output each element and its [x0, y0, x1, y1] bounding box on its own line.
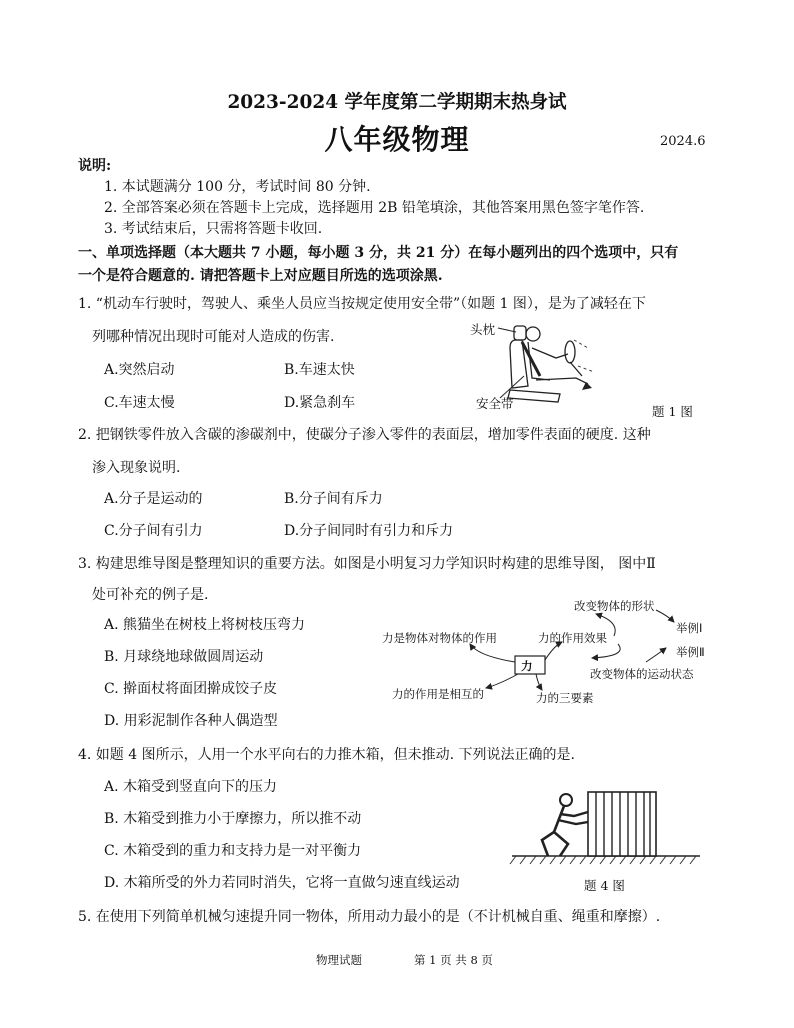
exam-date: 2024.6 — [660, 134, 706, 149]
mindmap-change-shape: 改变物体的形状 — [574, 599, 655, 613]
q3-stem-line1: 3. 构建思维导图是整理知识的重要方法。如图是小明复习力学知识时构建的思维导图， 图中Ⅱ — [78, 556, 656, 572]
q4-option-c: C. 木箱受到的重力和支持力是一对平衡力 — [104, 843, 362, 859]
q1-stem-line2: 列哪种情况出现时可能对人造成的伤害. — [92, 329, 335, 345]
q1-option-c: C.车速太慢 — [104, 395, 175, 411]
exam-title: 2023-2024 学年度第二学期期末热身试 — [227, 92, 567, 113]
note-item-3: 3. 考试结束后，只需将答题卡收回. — [104, 221, 323, 237]
q2-option-a: A.分子是运动的 — [104, 491, 203, 507]
note-item-1: 1. 本试题满分 100 分，考试时间 80 分钟. — [104, 179, 371, 195]
q3-option-d: D. 用彩泥制作各种人偶造型 — [104, 713, 278, 729]
q3-option-c: C. 擀面杖将面团擀成饺子皮 — [104, 681, 278, 697]
q1-figure-caption: 题 1 图 — [652, 404, 693, 419]
q2-stem-line1: 2. 把钢铁零件放入含碳的渗碳剂中，使碳分子渗入零件的表面层，增加零件表面的硬度. 这种 — [78, 427, 651, 443]
mindmap-three: 力的三要素 — [536, 691, 594, 705]
q1-option-d: D.紧急刹车 — [284, 395, 356, 411]
mindmap-mutual: 力的作用是相互的 — [392, 687, 484, 701]
q2-stem-line2: 渗入现象说明. — [92, 460, 181, 476]
footer-subject: 物理试题 — [316, 953, 362, 967]
exam-subtitle: 八年级物理 — [324, 123, 470, 156]
q5-stem: 5. 在使用下列简单机械匀速提升同一物体，所用动力最小的是（不计机械自重、绳重和摩擦）. — [78, 909, 661, 925]
q4-figure-caption: 题 4 图 — [584, 878, 625, 893]
note-item-2: 2. 全部答案必须在答题卡上完成，选择题用 2B 铅笔填涂，其他答案用黑色签字笔作答. — [104, 200, 645, 216]
q1-label-belt: 安全带 — [476, 396, 514, 411]
q4-option-a: A. 木箱受到竖直向下的压力 — [104, 779, 278, 795]
q4-option-b: B. 木箱受到推力小于摩擦力，所以推不动 — [104, 811, 362, 827]
q1-label-headrest: 头枕 — [470, 322, 496, 337]
mindmap-left-top: 力是物体对物体的作用 — [382, 631, 497, 645]
q2-option-b: B.分子间有斥力 — [284, 491, 383, 507]
mindmap-effect: 力的作用效果 — [538, 631, 607, 645]
mindmap-center: 力 — [521, 659, 533, 673]
notes-label: 说明: — [78, 158, 112, 174]
q3-option-b: B. 月球绕地球做圆周运动 — [104, 649, 264, 665]
section1-heading-line1: 一、单项选择题（本大题共 7 小题，每小题 3 分，共 21 分）在每小题列出的四个选项中，只有 — [78, 245, 679, 261]
q1-stem-line1: 1. “机动车行驶时，驾驶人、乘坐人员应当按规定使用安全带”（如题 1 图），是为了减轻在下 — [78, 296, 646, 312]
q3-stem-line2: 处可补充的例子是. — [92, 587, 209, 603]
mindmap-example2: 举例Ⅱ — [676, 645, 705, 659]
q3-option-a: A. 熊猫坐在树枝上将树枝压弯力 — [104, 617, 306, 633]
q4-option-d: D. 木箱所受的外力若同时消失，它将一直做匀速直线运动 — [104, 875, 460, 891]
mindmap-change-motion: 改变物体的运动状态 — [590, 667, 694, 681]
q4-figure — [508, 786, 704, 872]
section1-heading-line2: 一个是符合题意的. 请把答题卡上对应题目所选的选项涂黑. — [78, 268, 443, 284]
q1-option-b: B.车速太快 — [284, 362, 355, 378]
q3-mindmap — [378, 596, 718, 712]
q1-option-a: A.突然启动 — [104, 362, 175, 378]
q4-stem: 4. 如题 4 图所示，人用一个水平向右的力推木箱，但未推动. 下列说法正确的是. — [78, 747, 575, 763]
q2-option-c: C.分子间有引力 — [104, 523, 203, 539]
mindmap-example1: 举例Ⅰ — [676, 621, 703, 635]
footer-page: 第 1 页 共 8 页 — [414, 953, 493, 967]
q2-option-d: D.分子间同时有引力和斥力 — [284, 523, 454, 539]
